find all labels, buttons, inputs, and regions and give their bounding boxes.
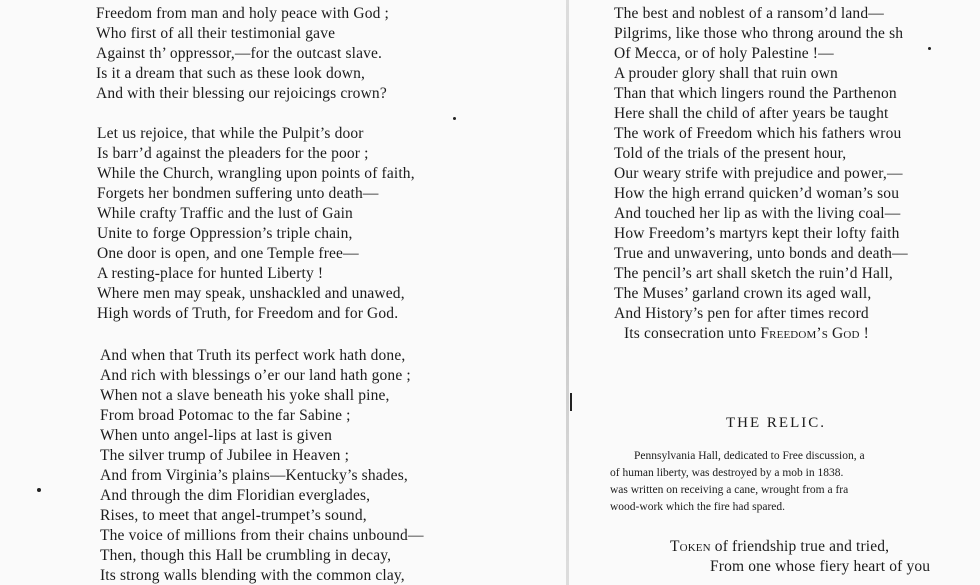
poem-line: Of Mecca, or of holy Palestine !— bbox=[614, 45, 834, 62]
poem-line: Pilgrims, like those who throng around the sh bbox=[614, 25, 904, 42]
poem-line: Than that which lingers round the Parthenon bbox=[614, 85, 897, 102]
poem-line bbox=[670, 537, 930, 557]
poem-line: And touched her lip as with the living coal— bbox=[614, 205, 901, 222]
poem-line-final bbox=[614, 324, 908, 344]
poem-line: Here shall the child of after years be taught bbox=[614, 105, 889, 122]
poem-line: Rises, to meet that angel-trumpet’s sound, bbox=[100, 507, 367, 524]
final-line-smallcaps: Freedom’s God bbox=[760, 325, 860, 342]
poem-line: True and unwavering, unto bonds and death— bbox=[614, 245, 908, 262]
final-line-suffix: ! bbox=[859, 325, 869, 342]
poem-line: How Freedom’s martyrs kept their lofty faith bbox=[614, 225, 900, 242]
poem-line: From one whose fiery heart of you bbox=[710, 558, 931, 575]
poem-line: Then, though this Hall be crumbling in decay, bbox=[100, 547, 392, 564]
stanza-1 bbox=[96, 4, 389, 104]
poem-line: Freedom from man and holy peace with God ; bbox=[96, 5, 389, 22]
poem-line: And rich with blessings o’er our land hath gone ; bbox=[100, 367, 411, 384]
poem-line: How the high errand quicken’d woman’s sou bbox=[614, 185, 900, 202]
poem-line: And from Virginia’s plains—Kentucky’s shades, bbox=[100, 467, 408, 484]
poem-line: Our weary strife with prejudice and power,— bbox=[614, 165, 903, 182]
poem-line: When not a slave beneath his yoke shall pine, bbox=[100, 387, 390, 404]
poem-line: The Muses’ garland crown its aged wall, bbox=[614, 285, 872, 302]
relic-stanza bbox=[670, 537, 930, 577]
poem-line: Where men may speak, unshackled and unawed, bbox=[97, 285, 405, 302]
section-heading: THE RELIC. bbox=[726, 415, 826, 431]
headnote-line: was written on receiving a cane, wrought from a fra bbox=[610, 484, 849, 496]
poem-line: Is barr’d against the pleaders for the poor ; bbox=[97, 145, 369, 162]
stanza-2 bbox=[97, 124, 415, 324]
poem-line: One door is open, and one Temple free— bbox=[97, 245, 359, 262]
page-gutter bbox=[566, 0, 569, 585]
poem-line: Against th’ oppressor,—for the outcast slave. bbox=[96, 45, 383, 62]
headnote bbox=[610, 448, 865, 516]
headnote-line: Pennsylvania Hall, dedicated to Free discussion, a bbox=[634, 450, 865, 462]
poem-line: The silver trump of Jubilee in Heaven ; bbox=[100, 447, 350, 464]
poem-line: The pencil’s art shall sketch the ruin’d Hall, bbox=[614, 265, 893, 282]
poem-line: And when that Truth its perfect work hath done, bbox=[100, 347, 406, 364]
speck bbox=[928, 47, 931, 50]
poem-line: And History’s pen for after times record bbox=[614, 305, 869, 322]
poem-line: While crafty Traffic and the lust of Gain bbox=[97, 205, 353, 222]
stanza-3 bbox=[100, 346, 424, 585]
poem-line: A prouder glory shall that ruin own bbox=[614, 65, 838, 82]
poem-line: High words of Truth, for Freedom and for God. bbox=[97, 305, 399, 322]
right-stanza bbox=[614, 4, 908, 344]
poem-line: And with their blessing our rejoicings crown? bbox=[96, 85, 387, 102]
poem-line: Its strong walls blending with the common clay, bbox=[100, 567, 405, 584]
poem-line: Is it a dream that such as these look down, bbox=[96, 65, 366, 82]
poem-line: And through the dim Floridian everglades, bbox=[100, 487, 371, 504]
headnote-line: of human liberty, was destroyed by a mob in 1838. bbox=[610, 467, 844, 479]
poem-line: The work of Freedom which his fathers wrou bbox=[614, 125, 902, 142]
headnote-line: wood-work which the fire had spared. bbox=[610, 501, 785, 513]
poem-line: Let us rejoice, that while the Pulpit’s door bbox=[97, 125, 364, 142]
right-page bbox=[572, 0, 980, 585]
poem-line: A resting-place for hunted Liberty ! bbox=[97, 265, 324, 282]
relic-line-rest: of friendship true and tried, bbox=[710, 538, 890, 555]
poem-line: When unto angel-lips at last is given bbox=[100, 427, 332, 444]
poem-line: While the Church, wrangling upon points of faith, bbox=[97, 165, 415, 182]
poem-line: Forgets her bondmen suffering unto death— bbox=[97, 185, 379, 202]
poem-line: Unite to forge Oppression’s triple chain, bbox=[97, 225, 353, 242]
poem-line: From broad Potomac to the far Sabine ; bbox=[100, 407, 351, 424]
speck bbox=[37, 488, 41, 492]
poem-line: Who first of all their testimonial gave bbox=[96, 25, 336, 42]
relic-first-word: Token bbox=[670, 538, 711, 555]
speck bbox=[453, 117, 456, 120]
poem-line: The best and noblest of a ransom’d land— bbox=[614, 5, 884, 22]
final-line-prefix: Its consecration unto bbox=[624, 325, 761, 342]
poem-line: Told of the trials of the present hour, bbox=[614, 145, 847, 162]
poem-line: The voice of millions from their chains unbound— bbox=[100, 527, 424, 544]
